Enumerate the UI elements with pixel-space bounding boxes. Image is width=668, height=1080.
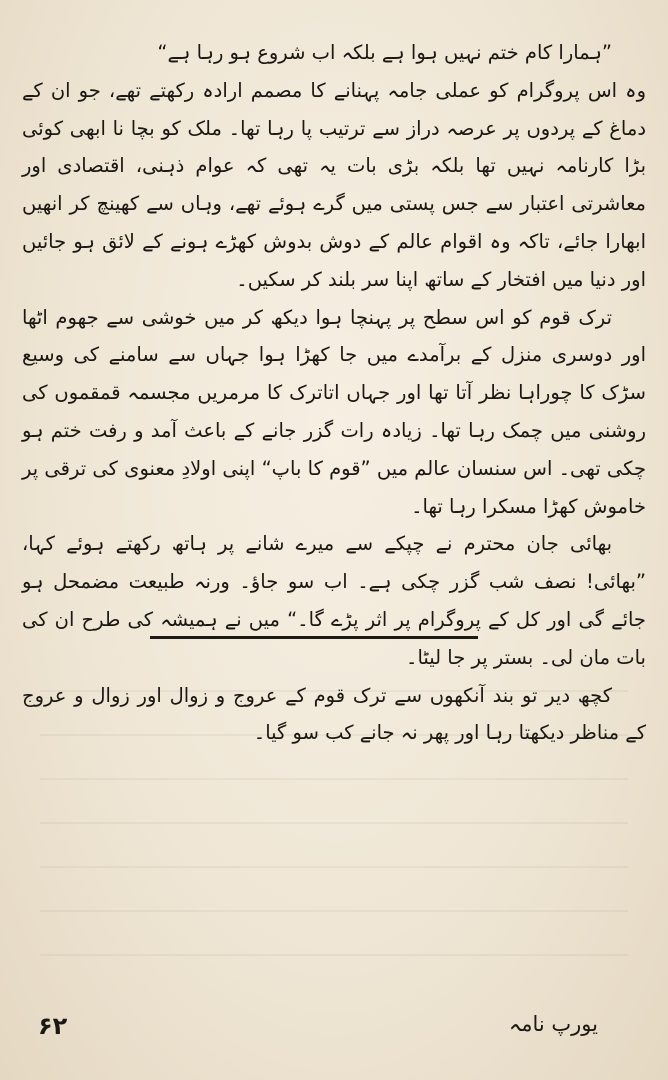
paragraph-2: وہ اس پروگرام کو عملی جامہ پہنانے کا مصمم ارادہ رکھتے تھے، جو ان کے دماغ کے پردوں پر عرصہ دراز سے ترتیب پا رہا تھا۔ ملک کو بچا نا ابھی کوئی بڑا کارنامہ نہیں تھا بلکہ بڑی بات یہ تھی کہ عوام ذہنی، اقتصادی اور معاشرتی اعتبار سے جس پستی میں گرے ہوئے تھے، وہاں سے کھینچ کر انھیں ابھارا جائے، تاکہ وہ اقوام عالم کے دوش بدوش کھڑے ہونے کے لائق ہو جائیں اور دنیا میں افتخار کے ساتھ اپنا سر بلند کر سکیں۔ xyxy=(22,78,646,291)
paragraph-1: ”ہمارا کام ختم نہیں ہوا ہے بلکہ اب شروع ہو رہا ہے“ xyxy=(157,41,612,64)
page-footer xyxy=(0,1012,668,1048)
paragraph-5: کچھ دیر تو بند آنکھوں سے ترک قوم کے عروج و زوال اور زوال و عروج کے مناظر دیکھتا رہا اور پھر نہ جانے کب سو گیا۔ xyxy=(22,683,646,745)
paragraph-3: ترک قوم کو اس سطح پر پہنچا ہوا دیکھ کر میں خوشی سے جھوم اٹھا اور دوسری منزل کے برآمدے میں جا کھڑا ہوا جہاں سے سامنے کی وسیع سڑک کا چوراہا نظر آتا تھا اور جہاں اتاترک کا مرمریں مجسمہ قمقموں کی روشنی میں چمک رہا تھا۔ زیادہ رات گزر جانے کے باعث آمد و رفت ختم ہو چکی تھی۔ اس سنسان عالم میں ”قوم کا باپ“ اپنی اولادِ معنوی کی ترقی پر خاموش کھڑا مسکرا رہا تھا۔ xyxy=(22,305,646,518)
section-divider xyxy=(150,636,478,639)
body-text xyxy=(22,34,646,752)
running-title: یورپ نامہ xyxy=(508,1012,598,1036)
page-number: ۶۲ xyxy=(38,1012,68,1040)
paragraph-4: بھائی جان محترم نے چپکے سے میرے شانے پر ہاتھ رکھتے ہوئے کہا، ”بھائی! نصف شب گزر چکی ہے۔ اب سو جاؤ۔ ورنہ طبیعت مضمحل ہو جائے گی اور کل کے پروگرام پر اثر پڑے گا۔“ میں نے ہمیشہ کی طرح ان کی بات مان لی۔ بستر پر جا لیٹا۔ xyxy=(22,532,646,669)
